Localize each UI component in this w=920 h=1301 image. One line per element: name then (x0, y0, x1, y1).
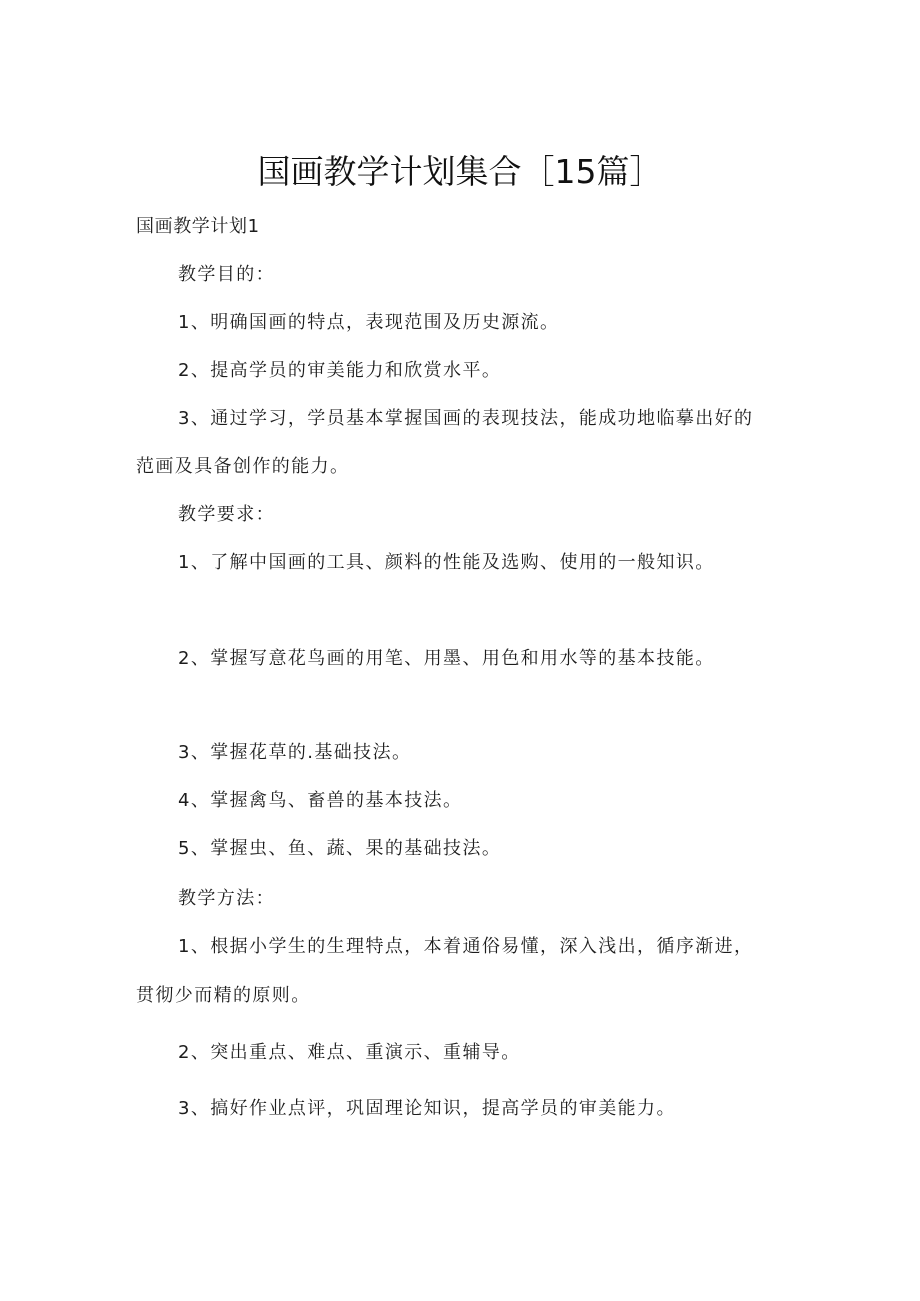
document-title: 国画教学计划集合［15篇］ (257, 152, 663, 191)
requirement-item-2: 2、掌握写意花鸟画的用笔、用墨、用色和用水等的基本技能。 (178, 648, 715, 669)
section-heading: 国画教学计划1 (136, 216, 260, 237)
method-item-1: 1、根据小学生的生理特点，本着通俗易懂，深入浅出，循序渐进， (178, 936, 754, 957)
goal-item-1: 1、明确国画的特点，表现范围及历史源流。 (178, 312, 560, 333)
requirement-item-5: 5、掌握虫、鱼、蔬、果的基础技法。 (178, 838, 502, 859)
methods-label: 教学方法： (178, 888, 275, 909)
requirement-item-3: 3、掌握花草的.基础技法。 (178, 742, 412, 763)
goal-item-3-continued: 范画及具备创作的能力。 (136, 456, 350, 477)
goal-item-2: 2、提高学员的审美能力和欣赏水平。 (178, 360, 502, 381)
method-item-1-continued: 贯彻少而精的原则。 (136, 985, 311, 1006)
requirements-label: 教学要求： (178, 504, 275, 525)
requirement-item-4: 4、掌握禽鸟、畜兽的基本技法。 (178, 790, 463, 811)
goal-item-3: 3、通过学习，学员基本掌握国画的表现技法，能成功地临摹出好的 (178, 408, 754, 429)
method-item-2: 2、突出重点、难点、重演示、重辅导。 (178, 1042, 521, 1063)
requirement-item-1: 1、了解中国画的工具、颜料的性能及选购、使用的一般知识。 (178, 552, 715, 573)
goals-label: 教学目的： (178, 264, 275, 285)
method-item-3: 3、搞好作业点评，巩固理论知识，提高学员的审美能力。 (178, 1098, 676, 1119)
